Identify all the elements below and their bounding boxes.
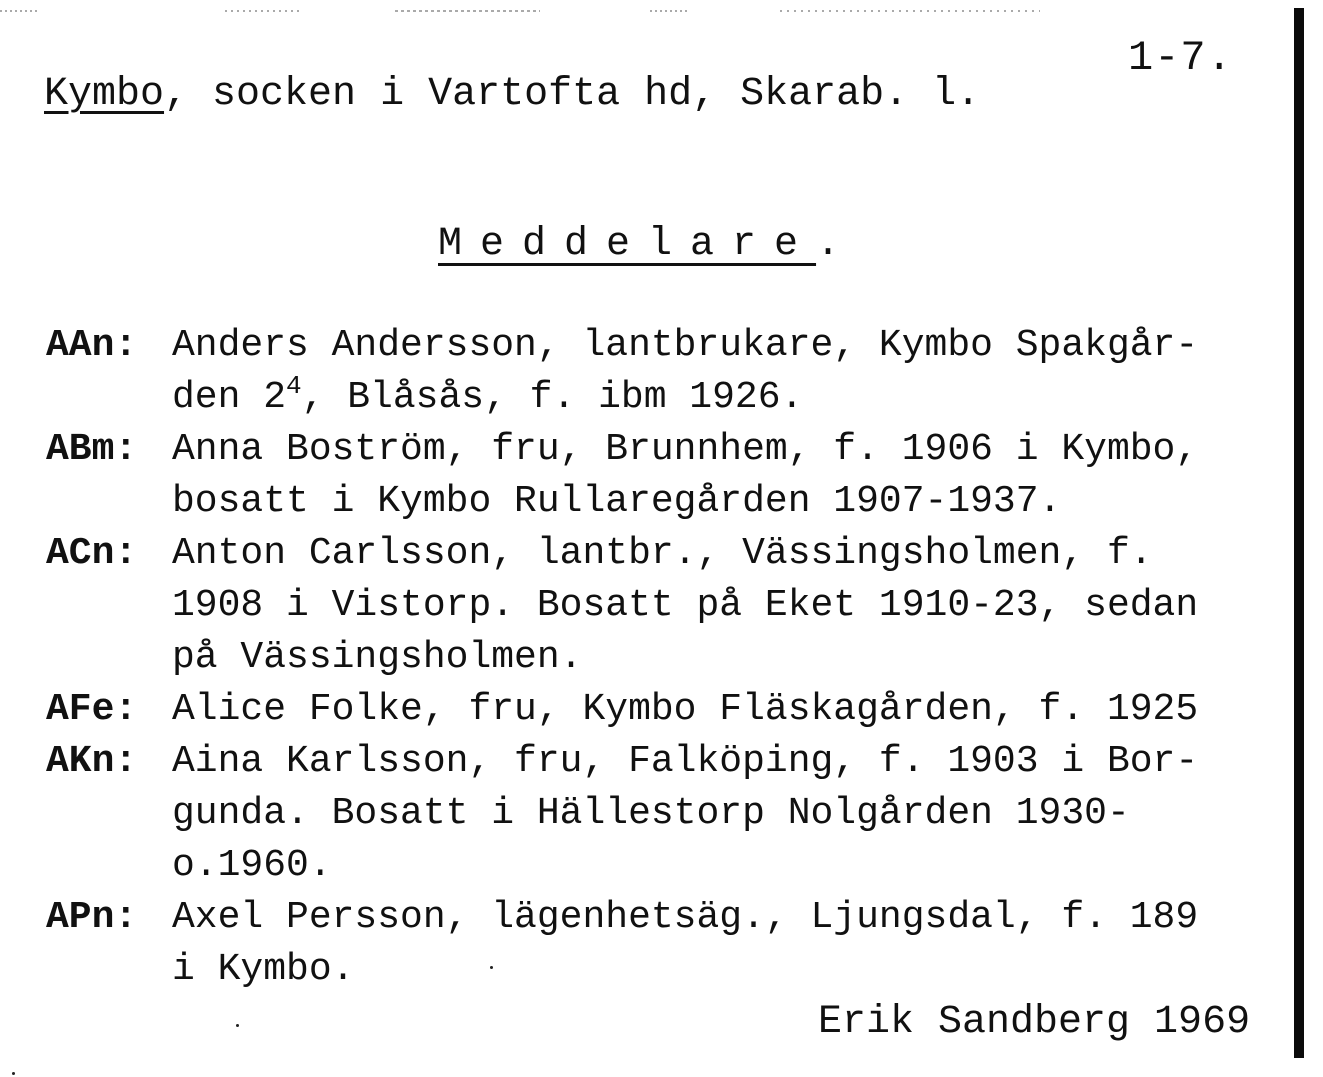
list-item [46,528,1296,684]
informant-code: AKn: [46,740,138,783]
informant-code: ACn: [46,532,138,575]
entry-line: bosatt i Kymbo Rullaregården 1907-1937. [172,480,1062,523]
section-title [438,222,840,267]
header-place: Kymbo [44,72,165,117]
list-item [46,684,1296,736]
card-header [44,72,980,117]
scan-speck [490,966,493,969]
entry-line: gunda. Bosatt i Hällestorp Nolgården 1930- [172,792,1130,835]
section-title-word: Meddelare [438,222,817,267]
list-item [46,424,1296,528]
entry-line: på Vässingsholmen. [172,636,583,679]
entry-line: Anton Carlsson, lantbr., Vässingsholmen, f. [172,532,1153,575]
superscript: 4 [286,371,302,401]
informant-text [172,736,1292,892]
informant-text [172,320,1292,424]
entry-line-part: , Blåsås, f. ibm 1926. [301,376,804,419]
section-title-punct: . [816,222,841,267]
list-item [46,736,1296,892]
informant-text [172,424,1292,528]
scan-speck [12,1072,15,1075]
scan-speck [236,1024,239,1027]
signature: Erik Sandberg 1969 [818,1000,1251,1045]
informant-code: APn: [46,896,138,939]
entry-line: Anders Andersson, lantbrukare, Kymbo Spakgår- [172,324,1199,367]
informant-code: AAn: [46,324,138,367]
entry-line: 1908 i Vistorp. Bosatt på Eket 1910-23, sedan [172,584,1199,627]
header-description: , socken i Vartofta hd, Skarab. l. [164,72,981,117]
informant-code: ABm: [46,428,138,471]
informant-text [172,528,1292,684]
entry-line-part: den 2 [172,376,287,419]
entry-line: Aina Karlsson, fru, Falköping, f. 1903 i Bor- [172,740,1199,783]
informant-code: AFe: [46,688,138,731]
informant-text [172,892,1292,996]
entry-line: Axel Persson, lägenhetsäg., Ljungsdal, f. 189 [172,896,1199,939]
card-number: 1-7. [1128,34,1233,82]
entry-line [172,372,1292,424]
entry-line: Anna Boström, fru, Brunnhem, f. 1906 i Kymbo, [172,428,1199,471]
scan-edge-dots [0,8,1290,14]
list-item [46,320,1296,424]
entry-line: Alice Folke, fru, Kymbo Fläskagården, f. 1925 [172,688,1199,731]
informant-text [172,684,1292,736]
entry-line: o.1960. [172,844,332,887]
entry-line: i Kymbo. [172,948,355,991]
informant-list [46,320,1296,996]
list-item [46,892,1296,996]
